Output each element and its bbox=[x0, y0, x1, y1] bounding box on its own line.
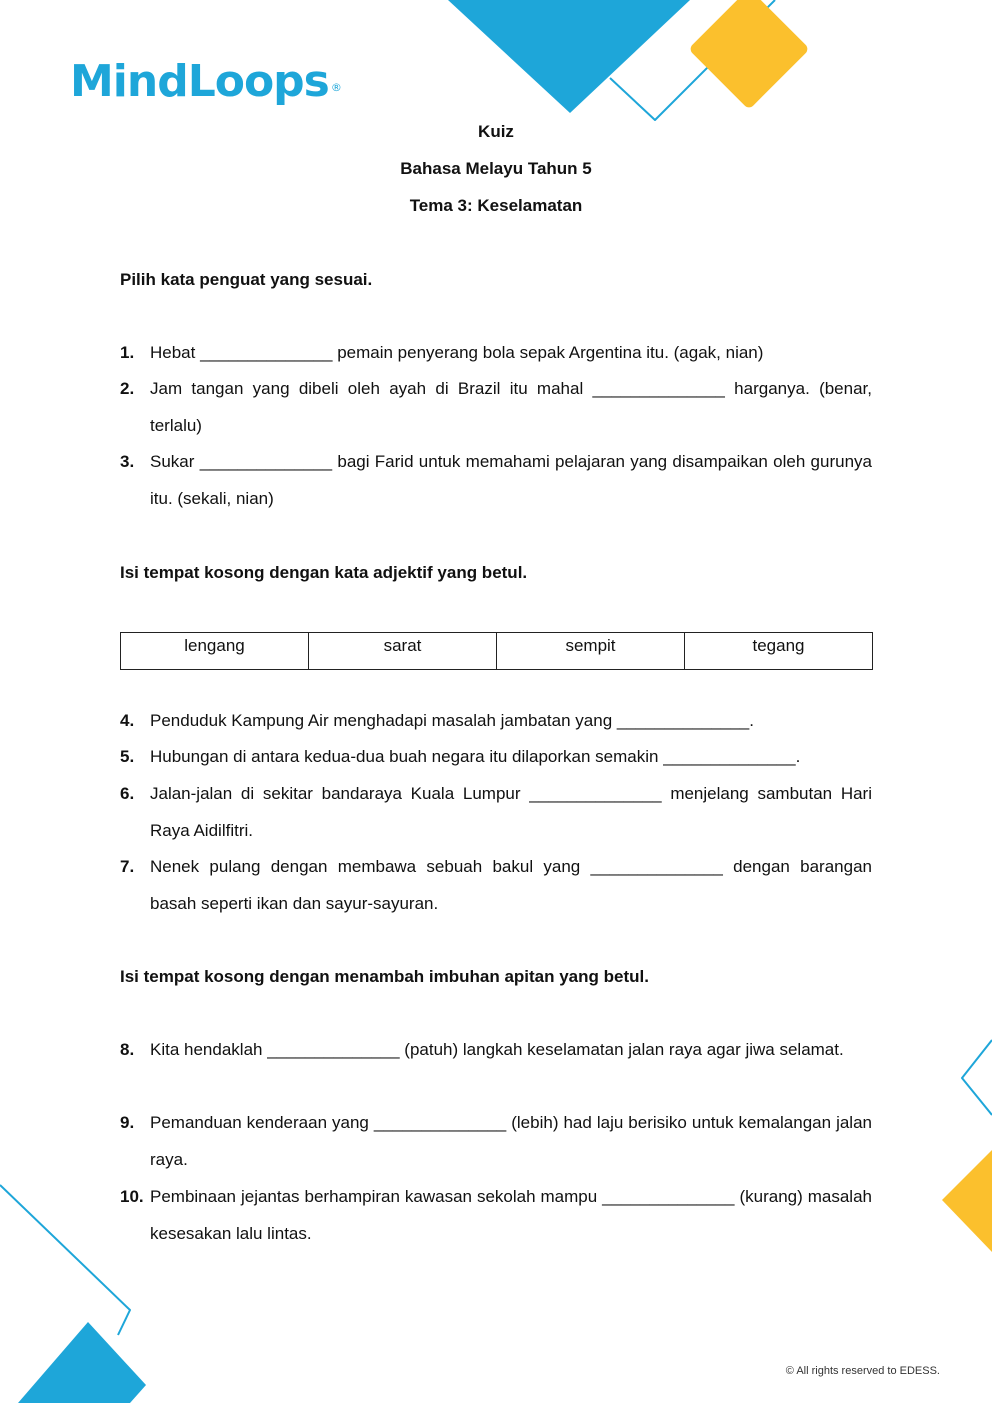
question-7 bbox=[120, 849, 872, 922]
question-text-before: Hebat bbox=[150, 343, 201, 362]
question-text-after: menjelang sambutan Hari Raya Aidilfitri. bbox=[150, 784, 872, 840]
question-number: 9. bbox=[120, 1113, 135, 1132]
section-3-heading: Isi tempat kosong dengan menambah imbuhan apitan yang betul. bbox=[120, 967, 649, 986]
question-number: 3. bbox=[120, 452, 135, 471]
question-text-before: Kita hendaklah bbox=[150, 1040, 268, 1059]
question-text-before: Pembinaan jejantas berhampiran kawasan sekolah mampu bbox=[150, 1187, 603, 1206]
answer-blank[interactable]: ______________ bbox=[663, 747, 796, 766]
copyright-footer: © All rights reserved to EDESS. bbox=[785, 1365, 940, 1377]
question-text-after: harganya. (benar, terlalu) bbox=[150, 379, 872, 435]
answer-blank[interactable]: ______________ bbox=[602, 1187, 735, 1206]
question-text-after: bagi Farid untuk memahami pelajaran yang disampaikan oleh gurunya itu. (sekali, nian) bbox=[150, 452, 872, 508]
question-number: 6. bbox=[120, 784, 135, 803]
bottom-blue-diamond bbox=[18, 1322, 146, 1403]
registered-mark: ® bbox=[330, 81, 341, 94]
question-text-after: . bbox=[749, 711, 754, 730]
question-number: 1. bbox=[120, 343, 135, 362]
question-text-after: . bbox=[795, 747, 801, 766]
question-4 bbox=[120, 703, 872, 740]
right-yellow-diamond bbox=[942, 1150, 992, 1252]
section-1-heading: Pilih kata penguat yang sesuai. bbox=[120, 270, 373, 289]
doc-subject: Bahasa Melayu Tahun 5 bbox=[400, 159, 592, 178]
question-text-before: Hubungan di antara kedua-dua buah negara itu dilaporkan semakin bbox=[150, 747, 664, 766]
word-bank-item: lengang bbox=[121, 633, 309, 670]
top-blue-triangle bbox=[448, 0, 690, 113]
section-2-heading: Isi tempat kosong dengan kata adjektif yang betul. bbox=[120, 563, 528, 582]
answer-blank[interactable]: ______________ bbox=[199, 452, 333, 471]
question-2 bbox=[120, 371, 872, 444]
question-5 bbox=[120, 739, 872, 776]
question-text-after: dengan barangan basah seperti ikan dan sayur-sayuran. bbox=[150, 857, 872, 913]
mindloops-logo bbox=[70, 52, 341, 112]
question-number: 8. bbox=[120, 1040, 135, 1059]
top-yellow-diamond bbox=[688, 0, 810, 110]
question-text-before: Sukar bbox=[150, 452, 200, 471]
question-text-after: pemain penyerang bola sepak Argentina itu. (agak, nian) bbox=[332, 343, 764, 362]
question-number: 10. bbox=[120, 1187, 144, 1206]
question-number: 7. bbox=[120, 857, 135, 876]
question-6 bbox=[120, 776, 872, 849]
question-number: 5. bbox=[120, 747, 135, 766]
answer-blank[interactable]: ______________ bbox=[616, 711, 750, 730]
top-outline-diamond bbox=[610, 0, 775, 120]
answer-blank[interactable]: ______________ bbox=[529, 784, 662, 803]
word-bank-table bbox=[120, 632, 873, 670]
question-text-after: (kurang) masalah kesesakan lalu lintas. bbox=[150, 1187, 872, 1243]
doc-theme: Tema 3: Keselamatan bbox=[409, 196, 583, 215]
question-text-after: (lebih) had laju berisiko untuk kemalangan jalan raya. bbox=[150, 1113, 872, 1169]
question-text-before: Jam tangan yang dibeli oleh ayah di Brazil itu mahal bbox=[150, 379, 593, 398]
answer-blank[interactable]: ______________ bbox=[373, 1113, 507, 1132]
question-text-before: Pemanduan kenderaan yang bbox=[150, 1113, 374, 1132]
question-3 bbox=[120, 444, 872, 517]
question-9 bbox=[120, 1105, 872, 1178]
question-text-after: (patuh) langkah keselamatan jalan raya agar jiwa selamat. bbox=[399, 1040, 844, 1059]
question-text-before: Penduduk Kampung Air menghadapi masalah jambatan yang bbox=[150, 711, 617, 730]
word-bank-item: sarat bbox=[309, 633, 497, 670]
logo-text: MindLoops bbox=[70, 56, 329, 107]
answer-blank[interactable]: ______________ bbox=[592, 379, 725, 398]
answer-blank[interactable]: ______________ bbox=[590, 857, 723, 876]
word-bank-item: sempit bbox=[497, 633, 685, 670]
question-10 bbox=[120, 1179, 872, 1252]
question-8 bbox=[120, 1032, 872, 1069]
question-1 bbox=[120, 335, 872, 372]
bottom-outline-line bbox=[0, 1185, 130, 1335]
question-text-before: Nenek pulang dengan membawa sebuah bakul yang bbox=[150, 857, 591, 876]
doc-title: Kuiz bbox=[478, 122, 514, 141]
right-outline-chevron bbox=[962, 1040, 992, 1115]
question-number: 4. bbox=[120, 711, 135, 730]
question-number: 2. bbox=[120, 379, 135, 398]
question-text-before: Jalan-jalan di sekitar bandaraya Kuala Lumpur bbox=[150, 784, 530, 803]
word-bank-item: tegang bbox=[685, 633, 873, 670]
answer-blank[interactable]: ______________ bbox=[267, 1040, 400, 1059]
answer-blank[interactable]: ______________ bbox=[200, 343, 333, 362]
